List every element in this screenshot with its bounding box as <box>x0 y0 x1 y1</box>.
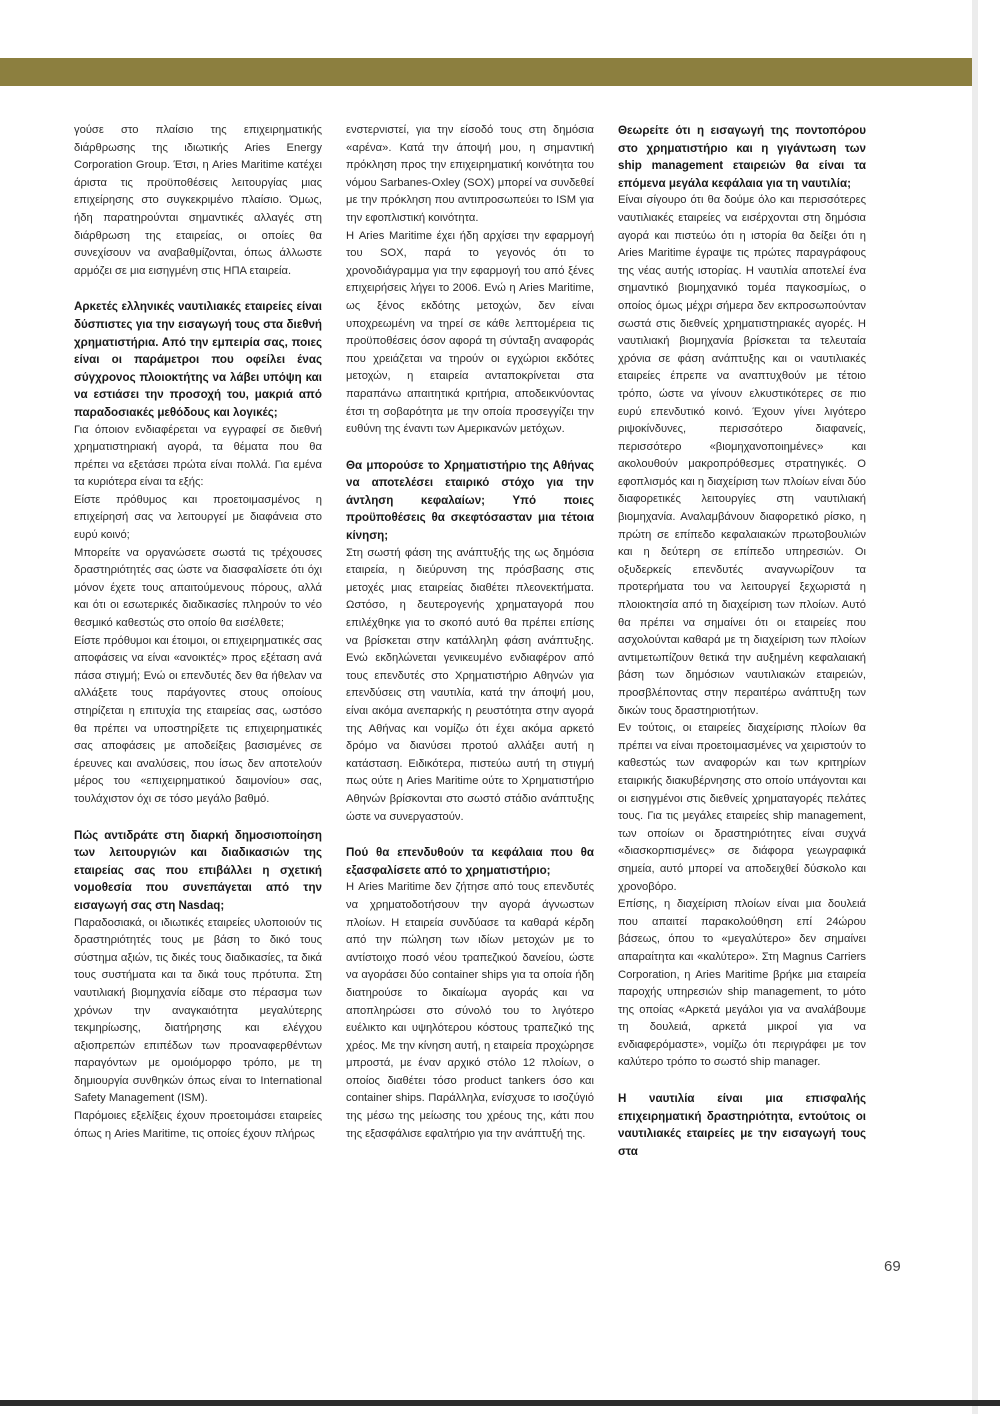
body-paragraph: Για όποιον ενδιαφέρεται να εγγραφεί σε διεθνή χρηματιστηριακή αγορά, τα θέματα που θα πρέπει να εξετάσει πρώτα είναι πολλά. Για εμένα τα κυριότερα είναι τα εξής: <box>74 423 322 489</box>
interview-question: Η ναυτιλία είναι μια επισφαλής επιχειρηματική δραστηριότητα, εντούτοις οι ναυτιλιακές εταιρείες με την εισαγωγή τους στα <box>618 1092 866 1158</box>
body-paragraph: Στη σωστή φάση της ανάπτυξής της ως δημόσια εταιρεία, η διεύρυνση της πρόσβασης στις μετοχές μιας εταιρείας διαθέτει πλεονεκτήματα. Ωστόσο, η δευτερογενής χρηματαγορά που επιλέχθηκε για το σκοπό αυτό θα πρέπει επίσης να βρίσκεται στην κατάλληλη φάση ανάπτυξης. Ενώ εκδηλώνεται γενικευμένο ενδιαφέρον από τους επενδυτές στο Χρηματιστήριο Αθηνών για επενδύσεις στη ναυτιλία, κατά την άποψή μου, είναι ακόμα ανεπαρκής η ρευστότητα στην αγορά της Αθήνας και νομίζω ότι έχει ακόμα αρκετό δρόμο να διανύσει προτού αλλάξει αυτή η κατάσταση. Ειδικότερα, πιστεύω αυτή τη στιγμή πως ούτε η Aries Maritime ούτε το Χρηματιστήριο Αθηνών βρίσκονται στο σωστό στάδιο ανάπτυξης ώστε να συνεργαστούν. <box>346 546 594 823</box>
interview-question: Θεωρείτε ότι η εισαγωγή της ποντοπόρου στο χρηματιστήριο και η γιγάντωση των ship management εταιρειών θα είναι τα επόμενα μεγάλα κεφάλαια για τη ναυτιλία; <box>618 124 866 190</box>
body-paragraph: Η Aries Maritime δεν ζήτησε από τους επενδυτές να χρηματοδοτήσουν την αγορά άγνωστων πλοίων. Η εταιρεία συνδύασε τα καθαρά κέρδη από την πώληση των ιδίων μετοχών με το αντίστοιχο ποσό νέου τραπεζικού δανείου, ώστε να αγοράσει δύο container ships για τα οποία ήδη διατηρούσε το δικαίωμα αγοράς και να αποπληρώσει στο σύνολό του το λιγότερο ευέλικτο και υψηλότερου κόστους τραπεζικό της χρέος. Με την κίνηση αυτή, η εταιρεία προχώρησε μπροστά, με έναν αρχικό στόλο 12 πλοίων, ο οποίος διαθέτει τόσο product tankers όσο και container ships. Παράλληλα, ενίσχυσε το ισοζύγιό της μέσω της μείωσης του χρέους της, κάτι που της εξασφάλισε εφαλτήριο για την ανάπτυξή της. <box>346 881 594 1140</box>
body-paragraph: Επίσης, η διαχείριση πλοίων είναι μια δουλειά που απαιτεί παρακολούθηση επί 24ώρου βάσεως, όπου το «μεγαλύτερο» δεν σημαίνει απαραίτητα και «καλύτερο». Στη Magnus Carriers Corporation, η Aries Maritime βρήκε μια εταιρεία παροχής υπηρεσιών ship management, το μότο της οποίας «Αρκετά μεγάλοι για να αναλάβουμε τη δουλειά, αρκετά μικροί για να ενδιαφερόμαστε», νομίζω ότι περιγράφει με τον καλύτερο τρόπο το σωστό ship manager. <box>618 898 866 1069</box>
interview-question: Αρκετές ελληνικές ναυτιλιακές εταιρείες είναι δύσπιστες για την εισαγωγή τους στα διεθνή χρηματιστήρια. Από την εμπειρία σας, ποιες είναι οι παράμετροι που οφείλει ένας σύγχρονος πλοιοκτήτης να λάβει υπόψη και να εστιάσει την προσοχή του, μακριά από παραδοσιακές μεθόδους και λογικές; <box>74 300 322 419</box>
body-paragraph: Παρόμοιες εξελίξεις έχουν προετοιμάσει εταιρείες όπως η Aries Maritime, τις οποίες έχουν πλήρως <box>74 1110 322 1140</box>
body-paragraph: Παραδοσιακά, οι ιδιωτικές εταιρείες υλοποιούν τις δραστηριότητές τους με βάση το δικό τους σύστημα αξιών, τις δικές τους διαδικασίες, τα δικά τους συστήματα και τα δικά τους πρότυπα. Στη ναυτιλιακή βιομηχανία είδαμε στο πέρασμα των χρόνων την αναγκαιότητα μεγαλύτερης τεκμηρίωσης, διατήρησης και ελέγχου αξιοπρεπών επιπέδων των προαναφερθέντων παραγόντων με ομοιόμορφο τρόπο, με τη δημιουργία συνθηκών όπως είναι το International Safety Management (ISM). <box>74 916 322 1105</box>
interview-question: Θα μπορούσε το Χρηματιστήριο της Αθήνας να αποτελέσει εταιρικό στόχο για την άντληση κεφαλαίων; Υπό ποιες προϋποθέσεις θα σκεφτόσασταν μια τέτοια κίνηση; <box>346 458 594 543</box>
text-column-2 <box>346 122 594 1143</box>
interview-question: Πού θα επενδυθούν τα κεφάλαια που θα εξασφαλίσετε από το χρηματιστήριο; <box>346 846 594 877</box>
body-paragraph: Η Aries Maritime έχει ήδη αρχίσει την εφαρμογή του SOX, παρά το γεγονός ότι το χρονοδιάγραμμα για την εφαρμογή του από ξένες επιχειρήσεις λήγει το 2006. Ενώ η Aries Maritime, ως ξένος εκδότης μετοχών, δεν είναι υποχρεωμένη να τηρεί σε κάθε λεπτομέρεια τις προϋποθέσεις όσον αφορά τη σύνταξη αναφοράς που χρειάζεται να τηρούν οι εγχώριοι εκδότες μετοχών, η εταιρεία ανταποκρίνεται στα παραπάνω απαιτητικά κριτήρια, αποδεικνύοντας έτσι τη σοβαρότητα με την οποία προσεγγίζει την ευθύνη της έναντι των Αμερικανών μετόχων. <box>346 229 594 436</box>
body-paragraph: Μπορείτε να οργανώσετε σωστά τις τρέχουσες δραστηριότητές σας ώστε να διασφαλίσετε ότι όχι μόνον έχετε τους απαιτούμενους πόρους, αλλά και ότι οι εσωτερικές διαδικασίες πληρούν το νέο θεσμικό καθεστώς στο οποίο θα εισέλθετε; <box>74 546 322 630</box>
text-column-1 <box>74 122 322 1143</box>
bottom-rule <box>0 1400 1000 1406</box>
body-paragraph: Είστε πρόθυμοι και έτοιμοι, οι επιχειρηματικές σας αποφάσεις να είναι «ανοικτές» προς εξέταση ανά πάσα στιγμή; Ενώ οι επενδυτές δεν θα ήθελαν να αλλάξετε τους παράγοντες στους οποίους στηρίζεται η επιτυχία της εταιρείας σας, ωστόσο θα πρέπει να υποστηρίξετε τις επιχειρηματικές σας αποφάσεις με αποδείξεις βασισμένες σε έρευνες και αναλύσεις, που ίσως δεν αποτελούν μέρος του «επιχειρηματικού δαιμονίου» σας, τουλάχιστον όχι σε τόσο μεγάλο βαθμό. <box>74 634 322 805</box>
interview-question: Πώς αντιδράτε στη διαρκή δημοσιοποίηση των λειτουργιών και διαδικασιών της εταιρείας σας που επιβάλλει η σχετική νομοθεσία που συνεπάγεται από την εισαγωγή σας στη Nasdaq; <box>74 828 322 912</box>
body-paragraph: γούσε στο πλαίσιο της επιχειρηματικής διάρθρωσης της ιδιωτικής Aries Energy Corporation Group. Έτσι, η Aries Maritime κατέχει άριστα τις προϋποθέσεις λειτουργίας μιας επιχείρησης στο συγκεκριμένο πλαίσιο. Όμως, ήδη παρατηρούνται σημαντικές αλλαγές στη διάρθρωση της εταιρείας, οι οποίες θα συνεχίσουν να αναβαθμίζονται, όπως άλλωστε αρμόζει σε μια εισηγμένη στις ΗΠΑ εταιρεία. <box>74 124 322 277</box>
body-paragraph: ενστερνιστεί, για την είσοδό τους στη δημόσια «αρένα». Κατά την άποψή μου, η σημαντική πρόκληση προς την επιχειρηματική κοινότητα του νόμου Sarbanes-Oxley (SOX) μπορεί να συνδεθεί με την πρόκληση που αντιπροσωπεύει το ISM για την εφοπλιστική κοινότητα. <box>346 124 594 224</box>
body-paragraph: Είναι σίγουρο ότι θα δούμε όλο και περισσότερες ναυτιλιακές εταιρείες να εισέρχονται στη δημόσια αγορά και πιστεύω ότι η ιστορία θα δείξει ότι η Aries Maritime έγραψε τις πρώτες παραγράφους της νέας αυτής ιστορίας. Η ναυτιλία αποτελεί ένα σημαντικό βιομηχανικό τομέα παγκοσμίως, ο οποίος όμως μέχρι σήμερα δεν εκπροσωπούνταν σωστά στις διεθνείς χρηματιστηριακές αγορές. Η ναυτιλιακή βιομηχανία βρίσκεται τα τελευταία χρόνια σε φάση ανάπτυξης και οι ναυτιλιακές εταιρείες έπρεπε να αναπτυχθούν με τέτοιο τρόπο, ώστε να γίνουν ελκυστικότερες σε πιο ευρύ επενδυτικό κοινό. Έχουν γίνει λιγότερο ριψοκίνδυνες, περισσότερο διαφανείς, περισσότερο «βιομηχανοποιημένες» και ακολουθούν μακροπρόθεσμες στρατηγικές. Ο εφοπλισμός και η διαχείριση των πλοίων είναι δύο διαφορετικές λειτουργίες στη ναυτιλιακή βιομηχανία. Αναλαμβάνουν διαφορετικό ρίσκο, η πρώτη σε επίπεδο κεφαλαιακών πρωτοβουλιών και η δεύτερη σε επίπεδο υπηρεσιών. Οι οξυδερκείς επενδυτές αναγνωρίζουν τα προτερήματα του να λειτουργεί ξεχωριστά η πλοιοκτησία από τη διαχείριση των πλοίων. Αυτό θα πρέπει να σημαίνει ότι οι εταιρείες που ασχολούνται καθαρά με τη διαχείριση των πλοίων αντιμετωπίζουν θετικά την αυξημένη κεφαλαιακή βάση των δημόσιων ναυτιλιακών εταιρειών, προσβλέποντας στην περαιτέρω ανάπτυξη των δικών τους δραστηριοτήτων. <box>618 194 866 717</box>
body-paragraph: Εν τούτοις, οι εταιρείες διαχείρισης πλοίων θα πρέπει να είναι προετοιμασμένες να χειριστούν το καθεστώς των αναφορών και των κριτηρίων εταιρικής διακυβέρνησης στο οποίο υπάγονται και οι εισηγμένοι στις διεθνείς χρηματαγορές πελάτες τους. Για τις μεγάλες εταιρείες ship management, των οποίων οι δραστηριότητες είναι συχνά «διασκορπισμένες» σε διάφορα γεωγραφικά σημεία, αυτό μπορεί να αποδειχθεί δύσκολο και χρονοβόρο. <box>618 722 866 893</box>
body-paragraph: Είστε πρόθυμος και προετοιμασμένος η επιχείρησή σας να λειτουργεί με διαφάνεια στο ευρύ κοινό; <box>74 493 322 542</box>
text-column-3 <box>618 122 866 1160</box>
page-number: 69 <box>884 1258 901 1275</box>
page-edge-shadow <box>972 0 978 1414</box>
top-color-band <box>0 58 972 86</box>
